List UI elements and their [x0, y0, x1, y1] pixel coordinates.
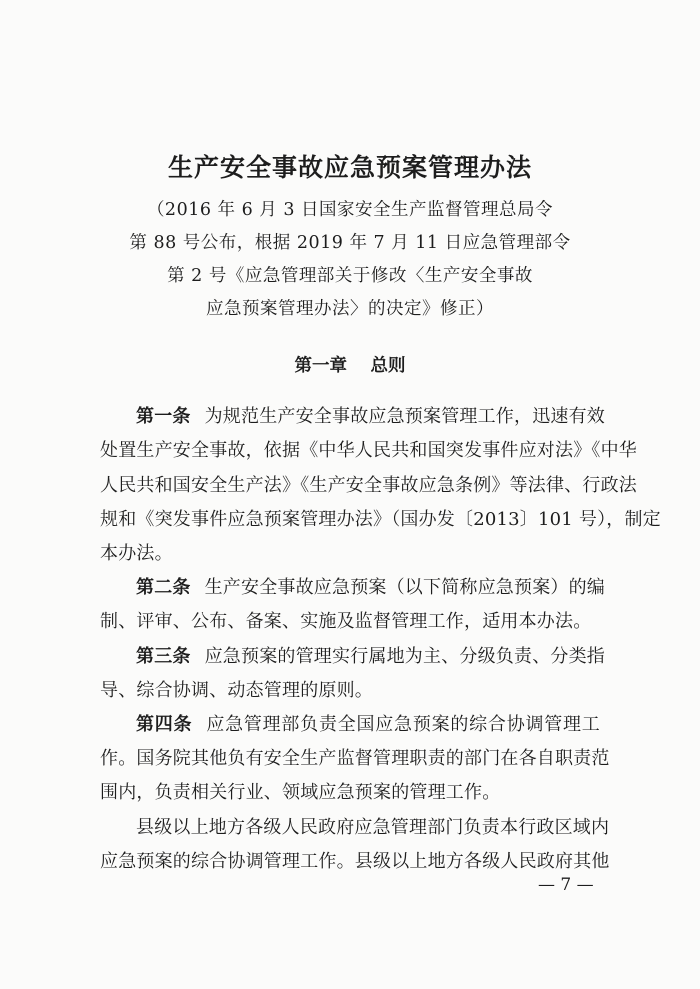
article-text: 应急管理部负责全国应急预案的综合协调管理工 [206, 714, 600, 735]
article-4-line-2: 作。国务院其他负有安全生产监督管理职责的部门在各自职责范 [100, 748, 610, 769]
article-label: 第一条 [136, 406, 191, 427]
article-label: 第四条 [136, 714, 193, 735]
paragraph-line-2: 应急预案的综合协调管理工作。县级以上地方各级人民政府其他 [100, 851, 610, 872]
article-label: 第二条 [136, 577, 191, 598]
article-1-line-3: 人民共和国安全生产法》《生产安全事故应急条例》等法律、行政法 [100, 475, 637, 496]
article-label: 第三条 [136, 646, 191, 667]
subtitle-line-2: 第 88 号公布，根据 2019 年 7 月 11 日应急管理部令 [129, 233, 571, 253]
article-4-line-1 [100, 710, 600, 736]
article-1-line-4: 规和《突发事件应急预案管理办法》（国办发〔2013〕101 号），制定 [100, 509, 661, 530]
article-4-line-3: 围内，负责相关行业、领域应急预案的管理工作。 [100, 782, 501, 803]
chapter-heading: 第一章 总则 [294, 356, 406, 376]
article-text: 应急预案的管理实行属地为主、分级负责、分类指 [204, 646, 606, 667]
paragraph-line-1: 县级以上地方各级人民政府应急管理部门负责本行政区域内 [136, 817, 610, 838]
page-number: — 7 — [538, 875, 594, 895]
article-1-line-5: 本办法。 [100, 543, 173, 564]
article-2-line-1 [100, 573, 606, 599]
article-1-line-1 [100, 402, 606, 428]
article-3-line-1 [100, 642, 606, 668]
subtitle-line-1: （2016 年 6 月 3 日国家安全生产监督管理总局令 [146, 200, 554, 220]
article-3-line-2: 导、综合协调、动态管理的原则。 [100, 680, 373, 701]
subtitle-line-4: 应急预案管理办法〉的决定》修正） [206, 299, 494, 319]
article-1-line-2: 处置生产安全事故，依据《中华人民共和国突发事件应对法》《中华 [100, 440, 637, 461]
article-2-line-2: 制、评审、公布、备案、实施及监督管理工作，适用本办法。 [100, 611, 592, 632]
article-text: 生产安全事故应急预案（以下简称应急预案）的编 [204, 577, 606, 598]
document-title: 生产安全事故应急预案管理办法 [167, 153, 532, 182]
subtitle-line-3: 第 2 号《应急管理部关于修改〈生产安全事故 [167, 266, 533, 286]
article-text: 为规范生产安全事故应急预案管理工作，迅速有效 [204, 406, 606, 427]
